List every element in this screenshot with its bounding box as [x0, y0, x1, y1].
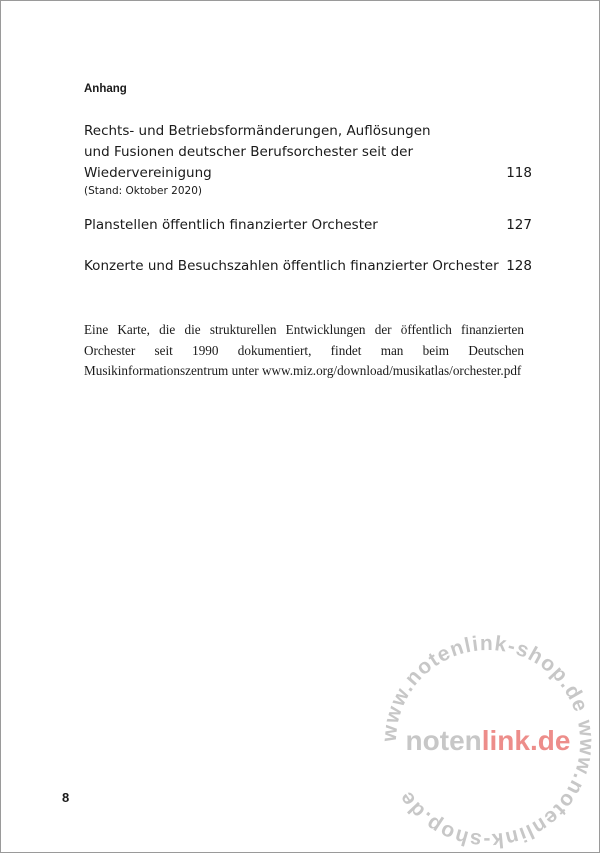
- toc-entry-title-line: Konzerte und Besuchszahlen öffentlich finanzierter Orchester: [84, 258, 499, 274]
- toc-entry-title-line: Planstellen öffentlich finanzierter Orchester: [84, 217, 378, 233]
- toc-page-number: 128: [506, 258, 532, 274]
- section-label: Anhang: [84, 83, 127, 95]
- toc-entry-line: [84, 142, 532, 163]
- toc-entry-line: [84, 256, 532, 277]
- svg-text:notenlink.de: [406, 725, 571, 756]
- page-number: 8: [62, 790, 70, 805]
- toc-entry: [84, 256, 532, 277]
- toc-entry-title-line: und Fusionen deutscher Berufsorchester seit der: [84, 144, 414, 160]
- toc-entry-line: [84, 215, 532, 236]
- toc-page-number: 118: [506, 165, 532, 181]
- toc-entry-line: [84, 163, 532, 184]
- toc-entry: [84, 121, 532, 198]
- toc-page-number: 127: [506, 217, 532, 233]
- toc-entry: [84, 215, 532, 236]
- watermark-ring-text: www.notenlink-shop.de www.notenlink-shop.de: [378, 632, 598, 852]
- toc-entry-title-line: Wiedervereinigung: [84, 165, 212, 181]
- watermark-logo-part1: noten: [405, 725, 482, 756]
- watermark-stamp: [378, 632, 598, 852]
- toc-entry-note: (Stand: Oktober 2020): [84, 185, 202, 197]
- toc-entry-title-line: Rechts- und Betriebsformänderungen, Auflösungen: [84, 123, 431, 139]
- watermark-logo-part2: link.de: [481, 725, 571, 756]
- toc-entry-line: [84, 121, 532, 142]
- body-note-paragraph: Eine Karte, die die strukturellen Entwicklungen der öffentlich finanzierten Orchester seit 1990 dokumentiert, findet man beim Deutschen Musikinformationszentrum unter www.miz.org/download/musikatlas/orchester.pdf: [84, 322, 524, 378]
